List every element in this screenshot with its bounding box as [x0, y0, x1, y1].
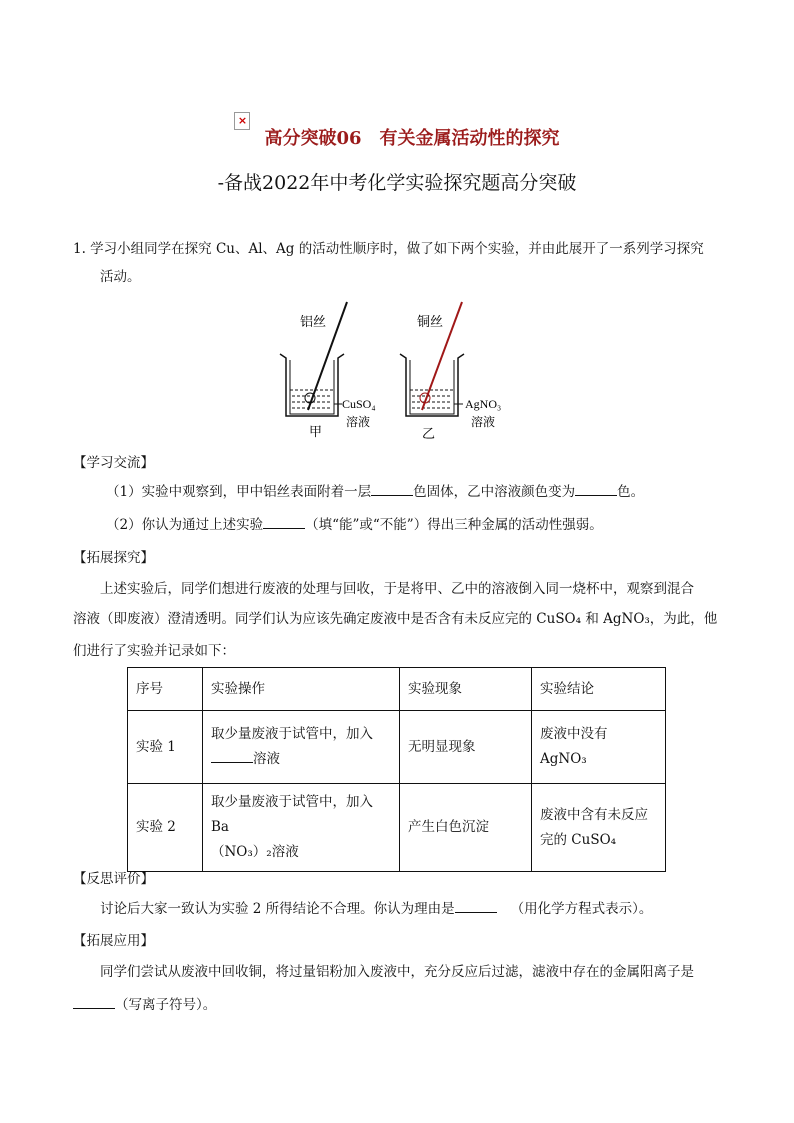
title-main: 高分突破06 有关金属活动性的探究: [264, 128, 560, 149]
experiment-table: [127, 667, 666, 872]
q1-1-text-a: （1）实验中观察到，甲中铝丝表面附着一层: [106, 484, 372, 500]
answer-blank[interactable]: [73, 994, 115, 1009]
reflect-text: [100, 898, 652, 920]
experiment-figure: [270, 298, 540, 446]
section-heading-reflect: 【反思评价】: [73, 871, 154, 887]
conclusion-line-1: 废液中含有未反应: [540, 806, 648, 823]
section-heading-exchange: 【学习交流】: [73, 455, 154, 471]
table-cell-id: 实验 1: [128, 711, 203, 784]
wire-a-label: 铝丝: [300, 315, 327, 330]
table-header-cell: 实验现象: [400, 668, 532, 711]
operation-line-2: （NO₃）₂溶液: [211, 844, 299, 860]
q1-1-text-b: 色固体，乙中溶液颜色变为: [413, 484, 576, 500]
operation-line-1: 取少量废液于试管中，加入 Ba: [211, 794, 373, 835]
question-1-intro-cont: 活动。: [100, 269, 141, 285]
table-row: [128, 784, 666, 872]
broken-image-icon: ×: [234, 112, 250, 130]
solution-b-label-2: 溶液: [471, 415, 496, 429]
beaker-a-name: 甲: [309, 425, 323, 440]
table-cell-operation: [203, 784, 400, 872]
table-header-row: [128, 668, 666, 711]
solution-a-label: CuSO₄: [342, 397, 376, 411]
explore-para-line-1: 上述实验后，同学们想进行废液的处理与回收，于是将甲、乙中的溶液倒入同一烧杯中，观察到混合: [100, 581, 694, 597]
question-1-intro: 1. 学习小组同学在探究 Cu、Al、Ag 的活动性顺序时，做了如下两个实验，并由此展开了一系列学习探究: [73, 241, 704, 257]
table-cell-phenomenon: 产生白色沉淀: [400, 784, 532, 872]
answer-blank[interactable]: [371, 481, 413, 496]
solution-b-label: AgNO₃: [465, 397, 502, 411]
conclusion-line-2: 完的 CuSO₄: [540, 831, 617, 848]
explore-para-line-3: 们进行了实验并记录如下：: [73, 643, 235, 659]
operation-line-1: 取少量废液于试管中，加入: [211, 726, 373, 742]
section-heading-apply: 【拓展应用】: [73, 933, 154, 949]
solution-a-label-2: 溶液: [346, 415, 371, 429]
table-cell-id: 实验 2: [128, 784, 203, 872]
table-row: [128, 711, 666, 784]
document-subtitle: -备战2022年中考化学实验探究题高分突破: [217, 172, 577, 194]
q1-2-text-b: （填“能”或“不能”）得出三种金属的活动性强弱。: [305, 517, 603, 533]
document-title: [0, 114, 794, 150]
beakers-diagram: [270, 298, 540, 446]
apply-text-line-2-text: （写离子符号）。: [115, 997, 217, 1013]
table-header-cell: 实验操作: [203, 668, 400, 711]
beaker-b-name: 乙: [422, 427, 436, 442]
q1-2-text-a: （2）你认为通过上述实验: [106, 517, 264, 533]
table-header-cell: 实验结论: [532, 668, 666, 711]
apply-text-line-2: [73, 994, 216, 1016]
answer-blank[interactable]: [575, 481, 617, 496]
answer-blank[interactable]: [455, 898, 497, 913]
operation-line-2-text: 溶液: [253, 751, 280, 767]
table-cell-phenomenon: 无明显现象: [400, 711, 532, 784]
reflect-text-b: （用化学方程式表示）。: [510, 901, 653, 917]
section-heading-explore: 【拓展探究】: [73, 550, 154, 566]
operation-line-2: [211, 747, 391, 772]
table-cell-conclusion: [532, 784, 666, 872]
question-1-2: [106, 514, 603, 536]
wire-b-label: 铜丝: [417, 315, 444, 330]
answer-blank[interactable]: [263, 514, 305, 529]
explore-para-line-2: 溶液（即废液）澄清透明。同学们认为应该先确定废液中是否含有未反应完的 CuSO₄ 和 AgNO₃，为此，他: [73, 611, 718, 627]
answer-blank[interactable]: [211, 748, 253, 763]
question-1-1: [106, 481, 644, 503]
reflect-text-a: 讨论后大家一致认为实验 2 所得结论不合理。你认为理由是: [100, 901, 455, 917]
q1-1-text-c: 色。: [617, 484, 645, 500]
table-cell-operation: [203, 711, 400, 784]
table-header-cell: 序号: [128, 668, 203, 711]
apply-text-line-1: 同学们尝试从废液中回收铜，将过量铝粉加入废液中，充分反应后过滤，滤液中存在的金属阳离子是: [100, 964, 694, 980]
table-cell-conclusion: 废液中没有 AgNO₃: [532, 711, 666, 784]
